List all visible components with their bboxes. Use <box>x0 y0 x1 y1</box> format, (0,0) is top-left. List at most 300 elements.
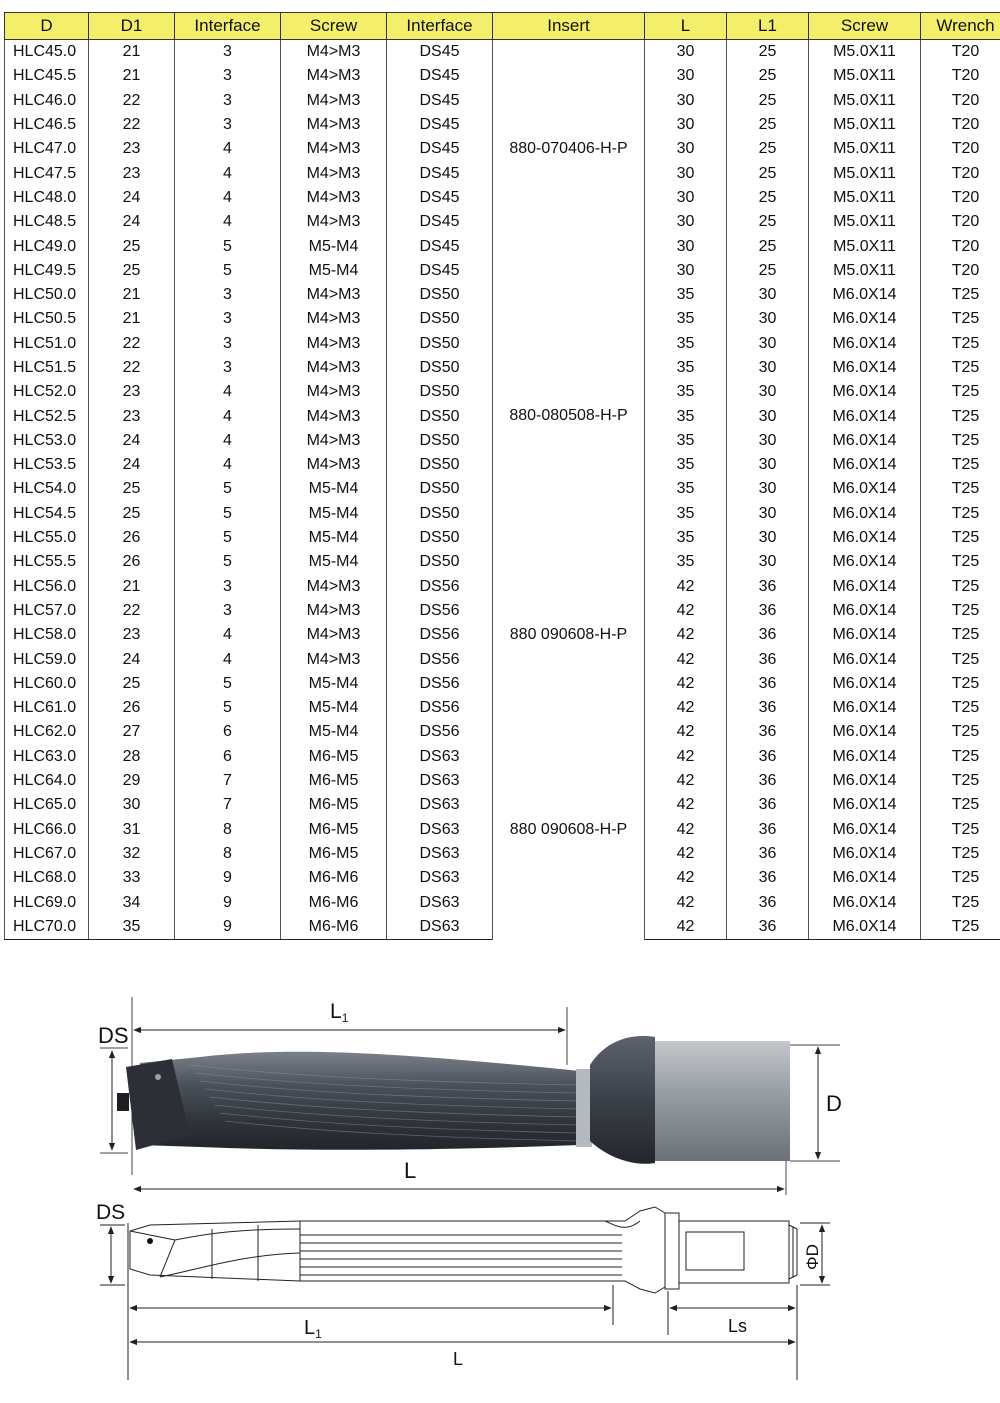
table-cell: DS50 <box>387 453 493 477</box>
table-cell: 35 <box>645 283 727 307</box>
table-cell: 42 <box>645 793 727 817</box>
table-cell: 23 <box>89 161 175 185</box>
table-cell: 36 <box>727 866 809 890</box>
table-cell: HLC52.0 <box>5 380 89 404</box>
table-cell: 25 <box>727 186 809 210</box>
header-row <box>5 13 1000 40</box>
table-cell: T25 <box>921 502 1000 526</box>
column-header: D1 <box>89 13 175 40</box>
table-cell: 24 <box>89 429 175 453</box>
table-cell: DS45 <box>387 137 493 161</box>
drill-shank <box>655 1041 790 1161</box>
table-cell: HLC61.0 <box>5 696 89 720</box>
table-cell: 4 <box>175 161 281 185</box>
tool-drawings <box>0 985 1000 1395</box>
table-cell: 34 <box>89 890 175 914</box>
table-cell: 4 <box>175 453 281 477</box>
table-cell: 25 <box>727 64 809 88</box>
table-cell: HLC52.5 <box>5 404 89 428</box>
column-header: Interface <box>175 13 281 40</box>
table-cell: M5-M4 <box>281 477 387 501</box>
table-cell: HLC50.0 <box>5 283 89 307</box>
table-cell: M5-M4 <box>281 502 387 526</box>
table-cell: 30 <box>727 429 809 453</box>
table-cell: DS63 <box>387 745 493 769</box>
d-label-top: D <box>826 1091 842 1116</box>
table-cell: 36 <box>727 745 809 769</box>
table-cell: HLC62.0 <box>5 720 89 744</box>
table-cell: T25 <box>921 356 1000 380</box>
table-cell: 25 <box>727 89 809 113</box>
table-cell: HLC57.0 <box>5 599 89 623</box>
column-header: L <box>645 13 727 40</box>
table-cell: 4 <box>175 210 281 234</box>
table-cell: DS63 <box>387 890 493 914</box>
table-cell: M5.0X11 <box>809 137 921 161</box>
table-cell: DS63 <box>387 769 493 793</box>
table-cell: T20 <box>921 137 1000 161</box>
insert-label: 880 090608-H-P <box>509 820 628 838</box>
table-cell: 30 <box>645 161 727 185</box>
table-cell: 35 <box>89 915 175 940</box>
table-cell: 35 <box>645 502 727 526</box>
table-cell: DS63 <box>387 793 493 817</box>
table-cell: T25 <box>921 550 1000 574</box>
table-cell: 36 <box>727 623 809 647</box>
table-cell: M6.0X14 <box>809 696 921 720</box>
table-row <box>5 575 1000 599</box>
table-cell: M4>M3 <box>281 429 387 453</box>
table-cell: HLC53.5 <box>5 453 89 477</box>
table-cell: M6-M5 <box>281 769 387 793</box>
insert-label: 880-080508-H-P <box>509 407 628 425</box>
table-cell: T25 <box>921 453 1000 477</box>
table-cell: DS50 <box>387 477 493 501</box>
insert-cell <box>493 283 645 575</box>
table-cell: 22 <box>89 89 175 113</box>
drill-collar <box>590 1036 655 1164</box>
table-cell: M4>M3 <box>281 453 387 477</box>
table-cell: M5.0X11 <box>809 64 921 88</box>
table-cell: M6.0X14 <box>809 502 921 526</box>
table-cell: 30 <box>645 40 727 65</box>
table-cell: 4 <box>175 429 281 453</box>
table-cell: T25 <box>921 404 1000 428</box>
table-cell: HLC51.0 <box>5 332 89 356</box>
table-cell: 42 <box>645 647 727 671</box>
table-cell: 3 <box>175 599 281 623</box>
table-cell: 26 <box>89 526 175 550</box>
table-cell: T20 <box>921 89 1000 113</box>
table-cell: DS45 <box>387 259 493 283</box>
table-cell: 42 <box>645 720 727 744</box>
table-cell: 35 <box>645 404 727 428</box>
table-cell: T25 <box>921 915 1000 940</box>
table-cell: M6.0X14 <box>809 672 921 696</box>
table-cell: M5-M4 <box>281 526 387 550</box>
table-cell: T25 <box>921 890 1000 914</box>
table-cell: M6.0X14 <box>809 793 921 817</box>
table-cell: DS50 <box>387 307 493 331</box>
table-cell: M5.0X11 <box>809 259 921 283</box>
column-header: D <box>5 13 89 40</box>
table-cell: T20 <box>921 64 1000 88</box>
table-cell: HLC55.0 <box>5 526 89 550</box>
ds-label-bottom: DS <box>96 1201 126 1224</box>
table-cell: 42 <box>645 575 727 599</box>
table-cell: T20 <box>921 161 1000 185</box>
table-cell: M4>M3 <box>281 113 387 137</box>
table-cell: T25 <box>921 720 1000 744</box>
table-cell: 5 <box>175 696 281 720</box>
table-cell: M6-M6 <box>281 915 387 940</box>
table-cell: 21 <box>89 64 175 88</box>
table-cell: 30 <box>645 234 727 258</box>
table-cell: M6.0X14 <box>809 332 921 356</box>
table-cell: HLC63.0 <box>5 745 89 769</box>
table-cell: HLC51.5 <box>5 356 89 380</box>
table-cell: T25 <box>921 818 1000 842</box>
table-cell: 5 <box>175 550 281 574</box>
table-cell: M6.0X14 <box>809 453 921 477</box>
table-cell: M4>M3 <box>281 575 387 599</box>
l-label-bottom: L <box>453 1349 464 1369</box>
table-cell: HLC45.5 <box>5 64 89 88</box>
table-cell: T25 <box>921 575 1000 599</box>
table-cell: 9 <box>175 866 281 890</box>
table-cell: M5-M4 <box>281 672 387 696</box>
table-cell: 35 <box>645 429 727 453</box>
table-cell: T25 <box>921 429 1000 453</box>
tool-photo-view <box>98 997 842 1195</box>
table-cell: 3 <box>175 307 281 331</box>
table-cell: 25 <box>727 259 809 283</box>
table-cell: 30 <box>89 793 175 817</box>
table-cell: DS56 <box>387 672 493 696</box>
table-cell: 42 <box>645 599 727 623</box>
table-cell: 30 <box>645 64 727 88</box>
table-cell: DS45 <box>387 210 493 234</box>
drill-outline <box>130 1207 665 1293</box>
table-cell: 21 <box>89 40 175 65</box>
table-cell: 25 <box>727 161 809 185</box>
table-cell: 36 <box>727 696 809 720</box>
table-cell: M4>M3 <box>281 186 387 210</box>
column-header: Wrench <box>921 13 1000 40</box>
table-cell: T25 <box>921 332 1000 356</box>
table-cell: M6-M5 <box>281 745 387 769</box>
table-cell: M6.0X14 <box>809 915 921 940</box>
l1-label-bottom: $L_1$ <box>304 1317 322 1341</box>
table-cell: HLC49.0 <box>5 234 89 258</box>
table-cell: M4>M3 <box>281 137 387 161</box>
table-cell: 3 <box>175 113 281 137</box>
table-cell: 4 <box>175 186 281 210</box>
table-cell: 30 <box>645 259 727 283</box>
table-cell: T25 <box>921 793 1000 817</box>
table-cell: 24 <box>89 186 175 210</box>
table-cell: 25 <box>727 210 809 234</box>
table-cell: 30 <box>727 307 809 331</box>
table-cell: T25 <box>921 866 1000 890</box>
table-cell: HLC54.0 <box>5 477 89 501</box>
table-body <box>5 40 1000 940</box>
table-cell: DS50 <box>387 429 493 453</box>
table-cell: M4>M3 <box>281 210 387 234</box>
table-cell: M6.0X14 <box>809 429 921 453</box>
table-cell: 4 <box>175 380 281 404</box>
table-cell: 25 <box>727 40 809 65</box>
table-cell: 36 <box>727 793 809 817</box>
table-cell: 35 <box>645 477 727 501</box>
table-cell: T25 <box>921 647 1000 671</box>
table-cell: M6-M5 <box>281 842 387 866</box>
table-cell: 9 <box>175 915 281 940</box>
table-cell: 25 <box>727 234 809 258</box>
table-cell: HLC58.0 <box>5 623 89 647</box>
table-cell: M5.0X11 <box>809 234 921 258</box>
table-cell: M6.0X14 <box>809 550 921 574</box>
table-cell: HLC66.0 <box>5 818 89 842</box>
table-cell: DS50 <box>387 283 493 307</box>
table-cell: DS56 <box>387 575 493 599</box>
table-cell: M4>M3 <box>281 404 387 428</box>
table-cell: 4 <box>175 137 281 161</box>
table-cell: DS50 <box>387 356 493 380</box>
table-cell: DS56 <box>387 696 493 720</box>
table-cell: 36 <box>727 769 809 793</box>
table-row <box>5 283 1000 307</box>
table-cell: 42 <box>645 769 727 793</box>
table-cell: 36 <box>727 647 809 671</box>
table-cell: 36 <box>727 720 809 744</box>
table-cell: 5 <box>175 259 281 283</box>
table-cell: M6.0X14 <box>809 866 921 890</box>
table-cell: 30 <box>727 332 809 356</box>
table-cell: T25 <box>921 599 1000 623</box>
table-cell: 32 <box>89 842 175 866</box>
table-cell: HLC47.5 <box>5 161 89 185</box>
table-cell: 36 <box>727 890 809 914</box>
table-cell: 24 <box>89 453 175 477</box>
table-cell: M6.0X14 <box>809 745 921 769</box>
table-cell: T25 <box>921 745 1000 769</box>
table-cell: 9 <box>175 890 281 914</box>
table-cell: 21 <box>89 575 175 599</box>
table-cell: DS63 <box>387 866 493 890</box>
table-cell: 36 <box>727 915 809 940</box>
table-cell: 35 <box>645 307 727 331</box>
table-cell: 21 <box>89 307 175 331</box>
table-cell: HLC60.0 <box>5 672 89 696</box>
table-cell: 42 <box>645 842 727 866</box>
table-cell: 4 <box>175 404 281 428</box>
table-cell: 25 <box>727 137 809 161</box>
table-cell: M6-M6 <box>281 866 387 890</box>
table-cell: 3 <box>175 64 281 88</box>
table-cell: DS45 <box>387 89 493 113</box>
table-row <box>5 745 1000 769</box>
table-cell: 36 <box>727 672 809 696</box>
table-cell: 22 <box>89 332 175 356</box>
table-cell: DS56 <box>387 720 493 744</box>
drill-neck <box>576 1069 592 1147</box>
ls-label: Ls <box>728 1316 748 1336</box>
column-header: Screw <box>281 13 387 40</box>
table-cell: M6.0X14 <box>809 575 921 599</box>
tool-line-view <box>100 1207 830 1380</box>
table-cell: M6.0X14 <box>809 720 921 744</box>
table-cell: 30 <box>645 89 727 113</box>
table-cell: M6.0X14 <box>809 526 921 550</box>
table-cell: T20 <box>921 210 1000 234</box>
table-cell: DS45 <box>387 161 493 185</box>
table-cell: DS50 <box>387 550 493 574</box>
table-cell: 42 <box>645 866 727 890</box>
table-cell: HLC59.0 <box>5 647 89 671</box>
table-cell: 30 <box>727 356 809 380</box>
table-cell: HLC64.0 <box>5 769 89 793</box>
table-cell: 30 <box>727 526 809 550</box>
table-cell: 42 <box>645 696 727 720</box>
table-cell: HLC69.0 <box>5 890 89 914</box>
table-cell: HLC48.5 <box>5 210 89 234</box>
table-cell: 35 <box>645 550 727 574</box>
table-cell: M4>M3 <box>281 40 387 65</box>
coolant-hole <box>155 1074 161 1080</box>
table-cell: T20 <box>921 186 1000 210</box>
table-cell: M6-M6 <box>281 890 387 914</box>
table-cell: 29 <box>89 769 175 793</box>
table-cell: 36 <box>727 575 809 599</box>
table-cell: 35 <box>645 453 727 477</box>
table-cell: DS50 <box>387 332 493 356</box>
table-cell: HLC50.5 <box>5 307 89 331</box>
insert-cell <box>493 575 645 745</box>
table-cell: 30 <box>727 502 809 526</box>
table-cell: 36 <box>727 842 809 866</box>
table-cell: 3 <box>175 332 281 356</box>
table-cell: HLC70.0 <box>5 915 89 940</box>
table-cell: 5 <box>175 502 281 526</box>
table-cell: 5 <box>175 526 281 550</box>
table-cell: HLC65.0 <box>5 793 89 817</box>
table-cell: T20 <box>921 113 1000 137</box>
table-cell: M6.0X14 <box>809 842 921 866</box>
table-cell: M5-M4 <box>281 720 387 744</box>
table-cell: 6 <box>175 745 281 769</box>
table-cell: 25 <box>89 502 175 526</box>
table-cell: HLC68.0 <box>5 866 89 890</box>
table-cell: M6-M5 <box>281 793 387 817</box>
table-cell: HLC49.5 <box>5 259 89 283</box>
table-cell: M6.0X14 <box>809 477 921 501</box>
table-cell: M5-M4 <box>281 550 387 574</box>
table-cell: DS45 <box>387 113 493 137</box>
table-cell: DS45 <box>387 64 493 88</box>
table-cell: M6.0X14 <box>809 356 921 380</box>
table-cell: 24 <box>89 647 175 671</box>
table-cell: T25 <box>921 769 1000 793</box>
table-cell: M5.0X11 <box>809 113 921 137</box>
table-cell: T25 <box>921 623 1000 647</box>
table-cell: 23 <box>89 623 175 647</box>
table-cell: M5-M4 <box>281 259 387 283</box>
table-cell: 22 <box>89 356 175 380</box>
table-cell: T25 <box>921 672 1000 696</box>
table-cell: DS45 <box>387 234 493 258</box>
table-cell: 36 <box>727 599 809 623</box>
table-cell: 23 <box>89 404 175 428</box>
table-cell: HLC55.5 <box>5 550 89 574</box>
l1-label-top: L1 <box>330 1000 349 1025</box>
table-cell: 30 <box>645 137 727 161</box>
table-cell: M6.0X14 <box>809 404 921 428</box>
table-cell: 4 <box>175 623 281 647</box>
table-cell: 30 <box>727 453 809 477</box>
shank-flat <box>686 1232 744 1270</box>
table-cell: M4>M3 <box>281 161 387 185</box>
table-cell: 7 <box>175 769 281 793</box>
table-cell: M5.0X11 <box>809 210 921 234</box>
insert-seat <box>117 1093 129 1111</box>
table-cell: T25 <box>921 696 1000 720</box>
table-cell: HLC46.0 <box>5 89 89 113</box>
table-cell: M6.0X14 <box>809 623 921 647</box>
table-cell: 36 <box>727 818 809 842</box>
table-cell: HLC48.0 <box>5 186 89 210</box>
table-cell: 24 <box>89 210 175 234</box>
table-cell: M6.0X14 <box>809 647 921 671</box>
table-cell: 25 <box>89 259 175 283</box>
table-cell: 42 <box>645 745 727 769</box>
insert-label: 880-070406-H-P <box>509 140 628 158</box>
table-cell: 21 <box>89 283 175 307</box>
table-cell: 23 <box>89 380 175 404</box>
table-cell: M4>M3 <box>281 623 387 647</box>
table-cell: 42 <box>645 915 727 940</box>
table-cell: 35 <box>645 380 727 404</box>
table-cell: T20 <box>921 40 1000 65</box>
table-cell: 3 <box>175 40 281 65</box>
column-header: L1 <box>727 13 809 40</box>
table-cell: HLC45.0 <box>5 40 89 65</box>
table-cell: 27 <box>89 720 175 744</box>
table-cell: 22 <box>89 599 175 623</box>
table-cell: M4>M3 <box>281 356 387 380</box>
table-cell: M6.0X14 <box>809 307 921 331</box>
table-cell: 35 <box>645 332 727 356</box>
table-cell: 30 <box>645 186 727 210</box>
table-cell: 25 <box>89 672 175 696</box>
table-cell: 42 <box>645 890 727 914</box>
table-cell: M4>M3 <box>281 599 387 623</box>
table-cell: 42 <box>645 818 727 842</box>
table-cell: M5-M4 <box>281 696 387 720</box>
table-cell: 3 <box>175 356 281 380</box>
table-cell: T25 <box>921 380 1000 404</box>
table-cell: 42 <box>645 623 727 647</box>
table-cell: M4>M3 <box>281 647 387 671</box>
table-cell: 8 <box>175 818 281 842</box>
table-cell: M4>M3 <box>281 64 387 88</box>
table-cell: DS56 <box>387 647 493 671</box>
table-cell: 28 <box>89 745 175 769</box>
table-cell: M6.0X14 <box>809 599 921 623</box>
table-cell: 3 <box>175 283 281 307</box>
table-cell: DS63 <box>387 818 493 842</box>
table-cell: DS56 <box>387 623 493 647</box>
